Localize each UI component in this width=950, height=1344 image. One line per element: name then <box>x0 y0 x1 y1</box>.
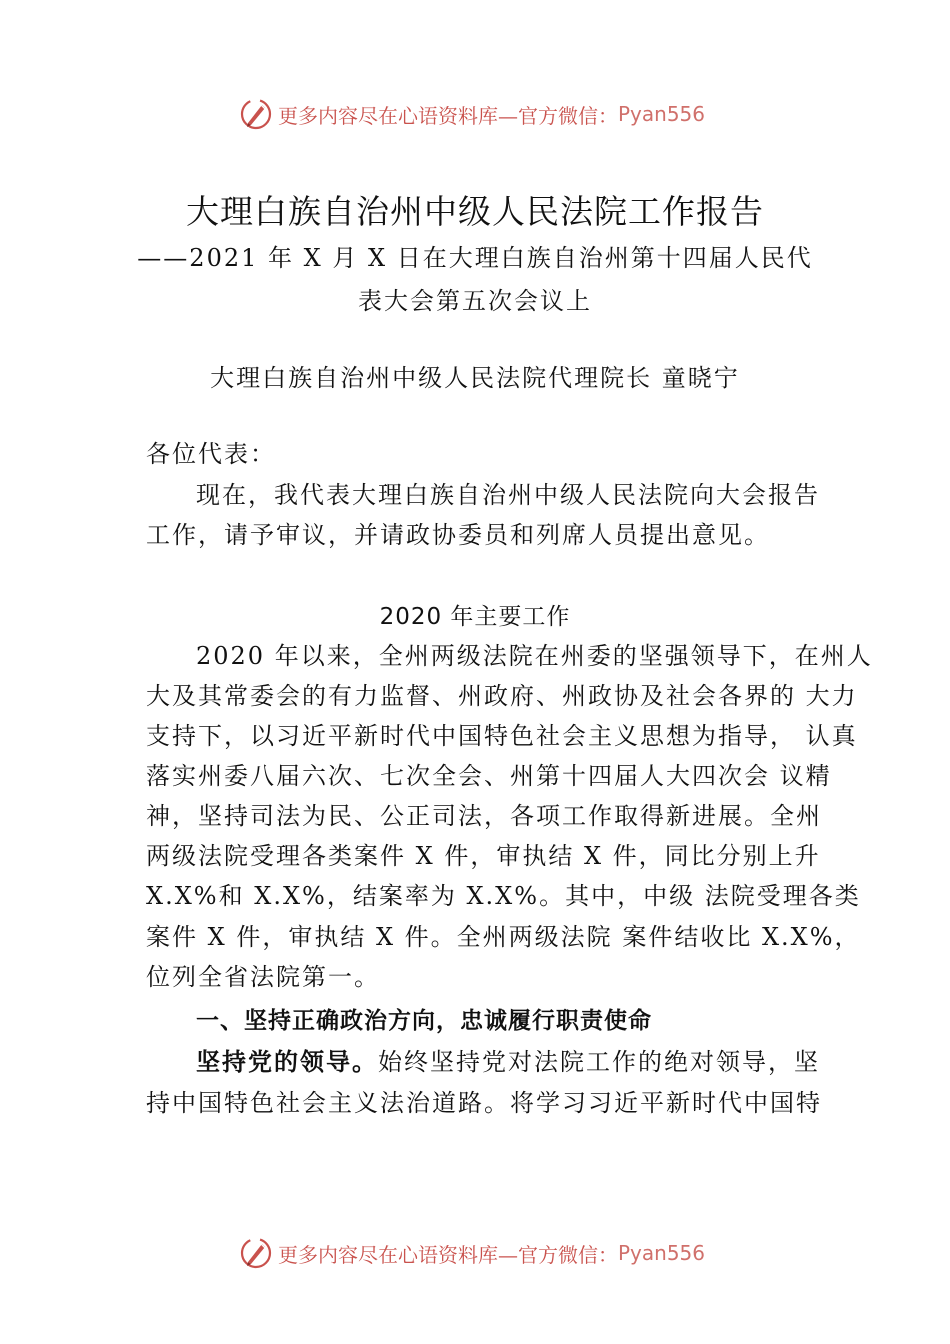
body-line: 两级法院受理各类案件 X 件，审执结 X 件，同比分别上升 <box>146 842 821 870</box>
body-line: 2020 年以来，全州两级法院在州委的坚强领导下，在州人 <box>196 642 873 670</box>
intro-line: 工作，请予审议，并请政协委员和列席人员提出意见。 <box>146 521 770 549</box>
document-subtitle-line-1: ——2021 年 X 月 X 日在大理白族自治州第十四届人民代 <box>137 244 813 272</box>
document-title: 大理白族自治州中级人民法院工作报告 <box>186 192 764 231</box>
body-line: 案件 X 件，审执结 X 件。全州两级法院 案件结收比 X.X%， <box>146 923 861 951</box>
watermark-text: 更多内容尽在心语资料库—官方微信： <box>278 103 618 128</box>
body-line: 支持下，以习近平新时代中国特色社会主义思想为指导， 认真 <box>146 722 858 750</box>
section-title: 2020 年主要工作 <box>379 604 571 630</box>
pen-logo-icon <box>238 96 274 132</box>
watermark-wechat-id: Pyan556 <box>618 102 706 126</box>
watermark-wechat-id: Pyan556 <box>618 1241 706 1265</box>
body-line: 神，坚持司法为民、公正司法，各项工作取得新进展。全州 <box>146 802 822 830</box>
watermark-text: 更多内容尽在心语资料库—官方微信： <box>278 1242 618 1267</box>
paragraph-lead: 坚持党的领导。 <box>196 1047 378 1076</box>
watermark-banner-bottom <box>238 1233 705 1273</box>
salutation: 各位代表： <box>146 440 276 468</box>
body-line: 大及其常委会的有力监督、州政府、州政协及社会各界的 大力 <box>146 682 858 710</box>
paragraph-line: 持中国特色社会主义法治道路。将学习习近平新时代中国特 <box>146 1089 822 1117</box>
pen-logo-icon <box>238 1235 274 1271</box>
paragraph-text: 始终坚持党对法院工作的绝对领导，坚 <box>378 1048 820 1076</box>
body-line: X.X%和 X.X%，结案率为 X.X%。其中，中级 法院受理各类 <box>146 882 861 910</box>
watermark-banner-top <box>238 94 705 134</box>
body-line: 落实州委八届六次、七次全会、州第十四届人大四次会 议精 <box>146 762 832 790</box>
intro-line: 现在，我代表大理白族自治州中级人民法院向大会报告 <box>196 481 820 509</box>
sub-heading: 一、坚持正确政治方向，忠诚履行职责使命 <box>196 1008 652 1034</box>
document-subtitle-line-2: 表大会第五次会议上 <box>358 287 592 315</box>
document-author: 大理白族自治州中级人民法院代理院长 童晓宁 <box>210 364 740 392</box>
body-line: 位列全省法院第一。 <box>146 963 380 991</box>
paragraph-line <box>196 1047 820 1077</box>
